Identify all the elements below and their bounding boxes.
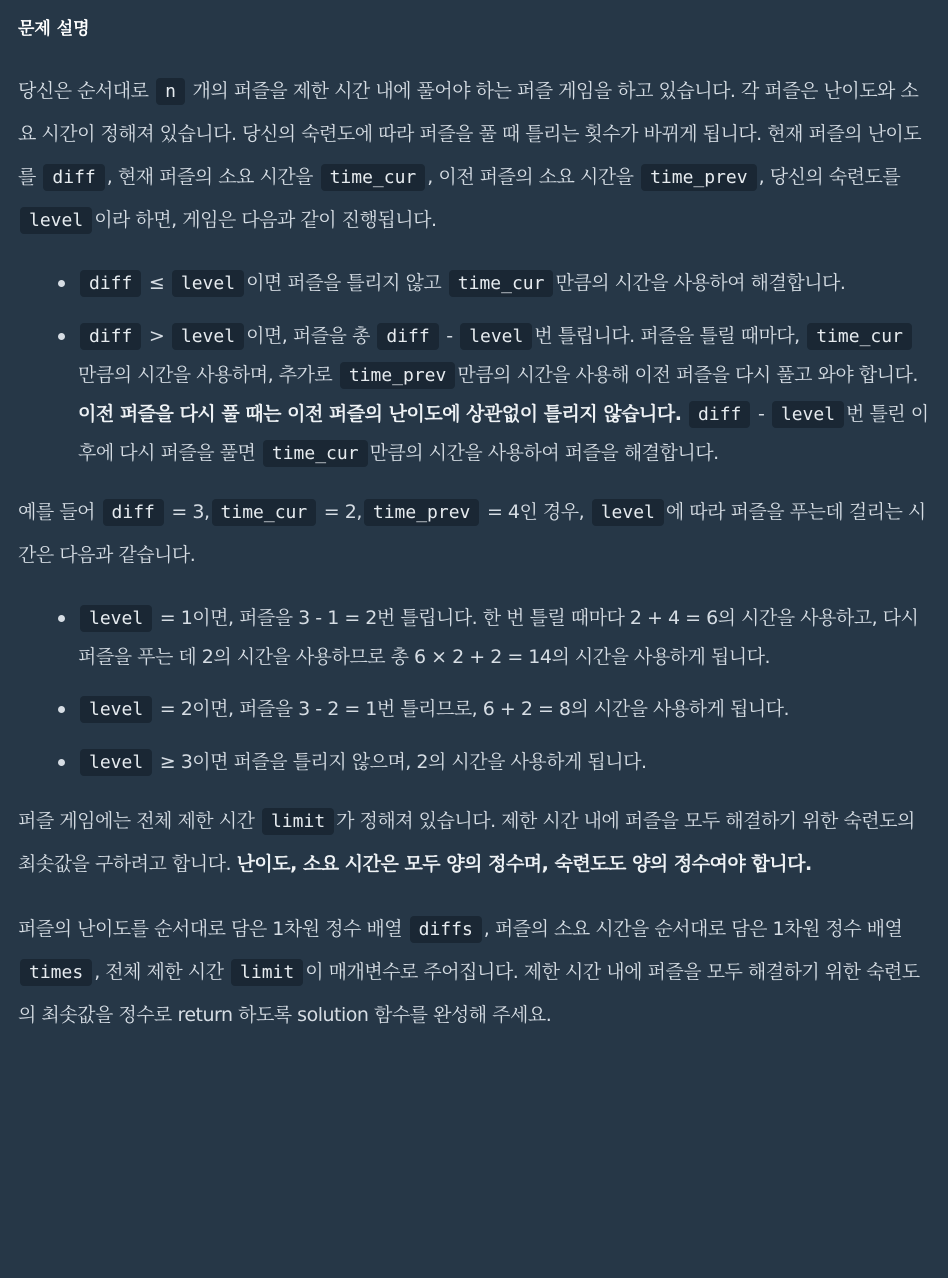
- text: , 전체 제한 시간: [94, 961, 224, 983]
- list-item: [78, 264, 930, 303]
- bold-text: 난이도, 소요 시간은 모두 양의 정수며, 숙련도도 양의 정수여야 합니다.: [236, 853, 812, 875]
- text: 퍼즐의 난이도를 순서대로 담은 1차원 정수 배열: [18, 918, 403, 940]
- text: 퍼즐 게임에는 전체 제한 시간: [18, 810, 255, 832]
- inline-code: time_prev: [641, 164, 757, 191]
- text: ≤: [148, 272, 165, 294]
- inline-code: diffs: [410, 916, 482, 943]
- text: , 이전 퍼즐의 소요 시간을: [427, 166, 634, 188]
- inline-code: times: [20, 959, 92, 986]
- inline-code: time_cur: [321, 164, 426, 191]
- text: , 당신의 숙련도를: [758, 166, 901, 188]
- text: 개의 퍼즐을 제한 시간 내에 풀어야 하는 퍼즐 게임을 하고 있습니다. 각 퍼즐은 난이도와 소요 시간이 정해져 있습니다. 당신의 숙련도에 따라 퍼즐을 풀 때 틀리는 횟수가 바뀌게 됩니다. 현재 퍼즐의 난이도를: [18, 80, 922, 188]
- text: 당신은 순서대로: [18, 80, 149, 102]
- list-item: [78, 317, 930, 473]
- list-item: [78, 743, 930, 782]
- examples-list: [18, 599, 930, 782]
- inline-code: level: [172, 270, 244, 297]
- text: 번 틀립니다. 퍼즐을 틀릴 때마다,: [534, 325, 800, 347]
- text: = 2,: [323, 501, 362, 523]
- text: 만큼의 시간을 사용하여 퍼즐을 해결합니다.: [369, 442, 719, 464]
- inline-code: n: [156, 78, 185, 105]
- inline-code: limit: [262, 808, 334, 835]
- text: 이면, 퍼즐을 총: [246, 325, 370, 347]
- inline-code: time_cur: [807, 323, 912, 350]
- text: 이라 하면, 게임은 다음과 같이 진행됩니다.: [94, 209, 437, 231]
- inline-code: diff: [103, 499, 164, 526]
- list-item: [78, 599, 930, 676]
- text: , 현재 퍼즐의 소요 시간을: [106, 166, 314, 188]
- text: = 2이면, 퍼즐을 3 - 2 = 1번 틀리므로, 6 + 2 = 8의 시간을 사용하게 됩니다.: [159, 698, 790, 720]
- text: >: [148, 325, 165, 347]
- text: 이 매개변수로 주어집니다. 제한 시간 내에 퍼즐을 모두 해결하기 위한 숙련도의 최솟값을 정수로 return 하도록 solution 함수를 완성해 주세요.: [18, 961, 920, 1026]
- inline-code: level: [592, 499, 664, 526]
- text: = 1이면, 퍼즐을 3 - 1 = 2번 틀립니다. 한 번 틀릴 때마다 2 + 4 = 6의 시간을 사용하고, 다시 퍼즐을 푸는 데 2의 시간을 사용하므로 총 6 × 2 + 2 = 14의 시간을 사용하게 됩니다.: [78, 607, 919, 668]
- inline-code: level: [460, 323, 532, 350]
- task-paragraph: [18, 908, 930, 1037]
- intro-paragraph: [18, 70, 930, 242]
- text: = 3,: [171, 501, 210, 523]
- text: , 퍼즐의 소요 시간을 순서대로 담은 1차원 정수 배열: [483, 918, 903, 940]
- text: ≥ 3이면 퍼즐을 틀리지 않으며, 2의 시간을 사용하게 됩니다.: [159, 751, 647, 773]
- inline-code: diff: [689, 401, 750, 428]
- text: 만큼의 시간을 사용해 이전 퍼즐을 다시 풀고 와야 합니다.: [457, 364, 918, 386]
- text: 이면 퍼즐을 틀리지 않고: [246, 272, 442, 294]
- section-title: 문제 설명: [18, 19, 90, 39]
- inline-code: diff: [80, 323, 141, 350]
- text: -: [446, 325, 453, 347]
- inline-code: level: [772, 401, 844, 428]
- text: 예를 들어: [18, 501, 95, 523]
- bold-text: 이전 퍼즐을 다시 풀 때는 이전 퍼즐의 난이도에 상관없이 틀리지 않습니다.: [78, 403, 682, 425]
- inline-code: diff: [377, 323, 438, 350]
- inline-code: level: [80, 749, 152, 776]
- inline-code: diff: [43, 164, 104, 191]
- inline-code: level: [80, 696, 152, 723]
- text: 만큼의 시간을 사용하여 해결합니다.: [555, 272, 846, 294]
- inline-code: time_cur: [449, 270, 554, 297]
- inline-code: time_prev: [364, 499, 480, 526]
- list-item: [78, 690, 930, 729]
- text: 만큼의 시간을 사용하며, 추가로: [78, 364, 333, 386]
- inline-code: level: [172, 323, 244, 350]
- inline-code: diff: [80, 270, 141, 297]
- inline-code: time_cur: [212, 499, 317, 526]
- rules-list: [18, 264, 930, 473]
- text: -: [757, 403, 765, 425]
- inline-code: time_cur: [263, 440, 368, 467]
- inline-code: time_prev: [340, 362, 456, 389]
- inline-code: level: [80, 605, 152, 632]
- example-paragraph: [18, 491, 930, 577]
- limit-paragraph: [18, 800, 930, 886]
- text: 번 틀린 이후에 다시 퍼즐을 풀면: [78, 403, 929, 464]
- text: 에 따라 퍼즐을 푸는데 걸리는 시간은 다음과 같습니다.: [18, 501, 926, 566]
- text: = 4인 경우,: [486, 501, 585, 523]
- inline-code: level: [20, 207, 92, 234]
- text: 가 정해져 있습니다. 제한 시간 내에 퍼즐을 모두 해결하기 위한 숙련도의 최솟값을 구하려고 합니다.: [18, 810, 915, 875]
- inline-code: limit: [231, 959, 303, 986]
